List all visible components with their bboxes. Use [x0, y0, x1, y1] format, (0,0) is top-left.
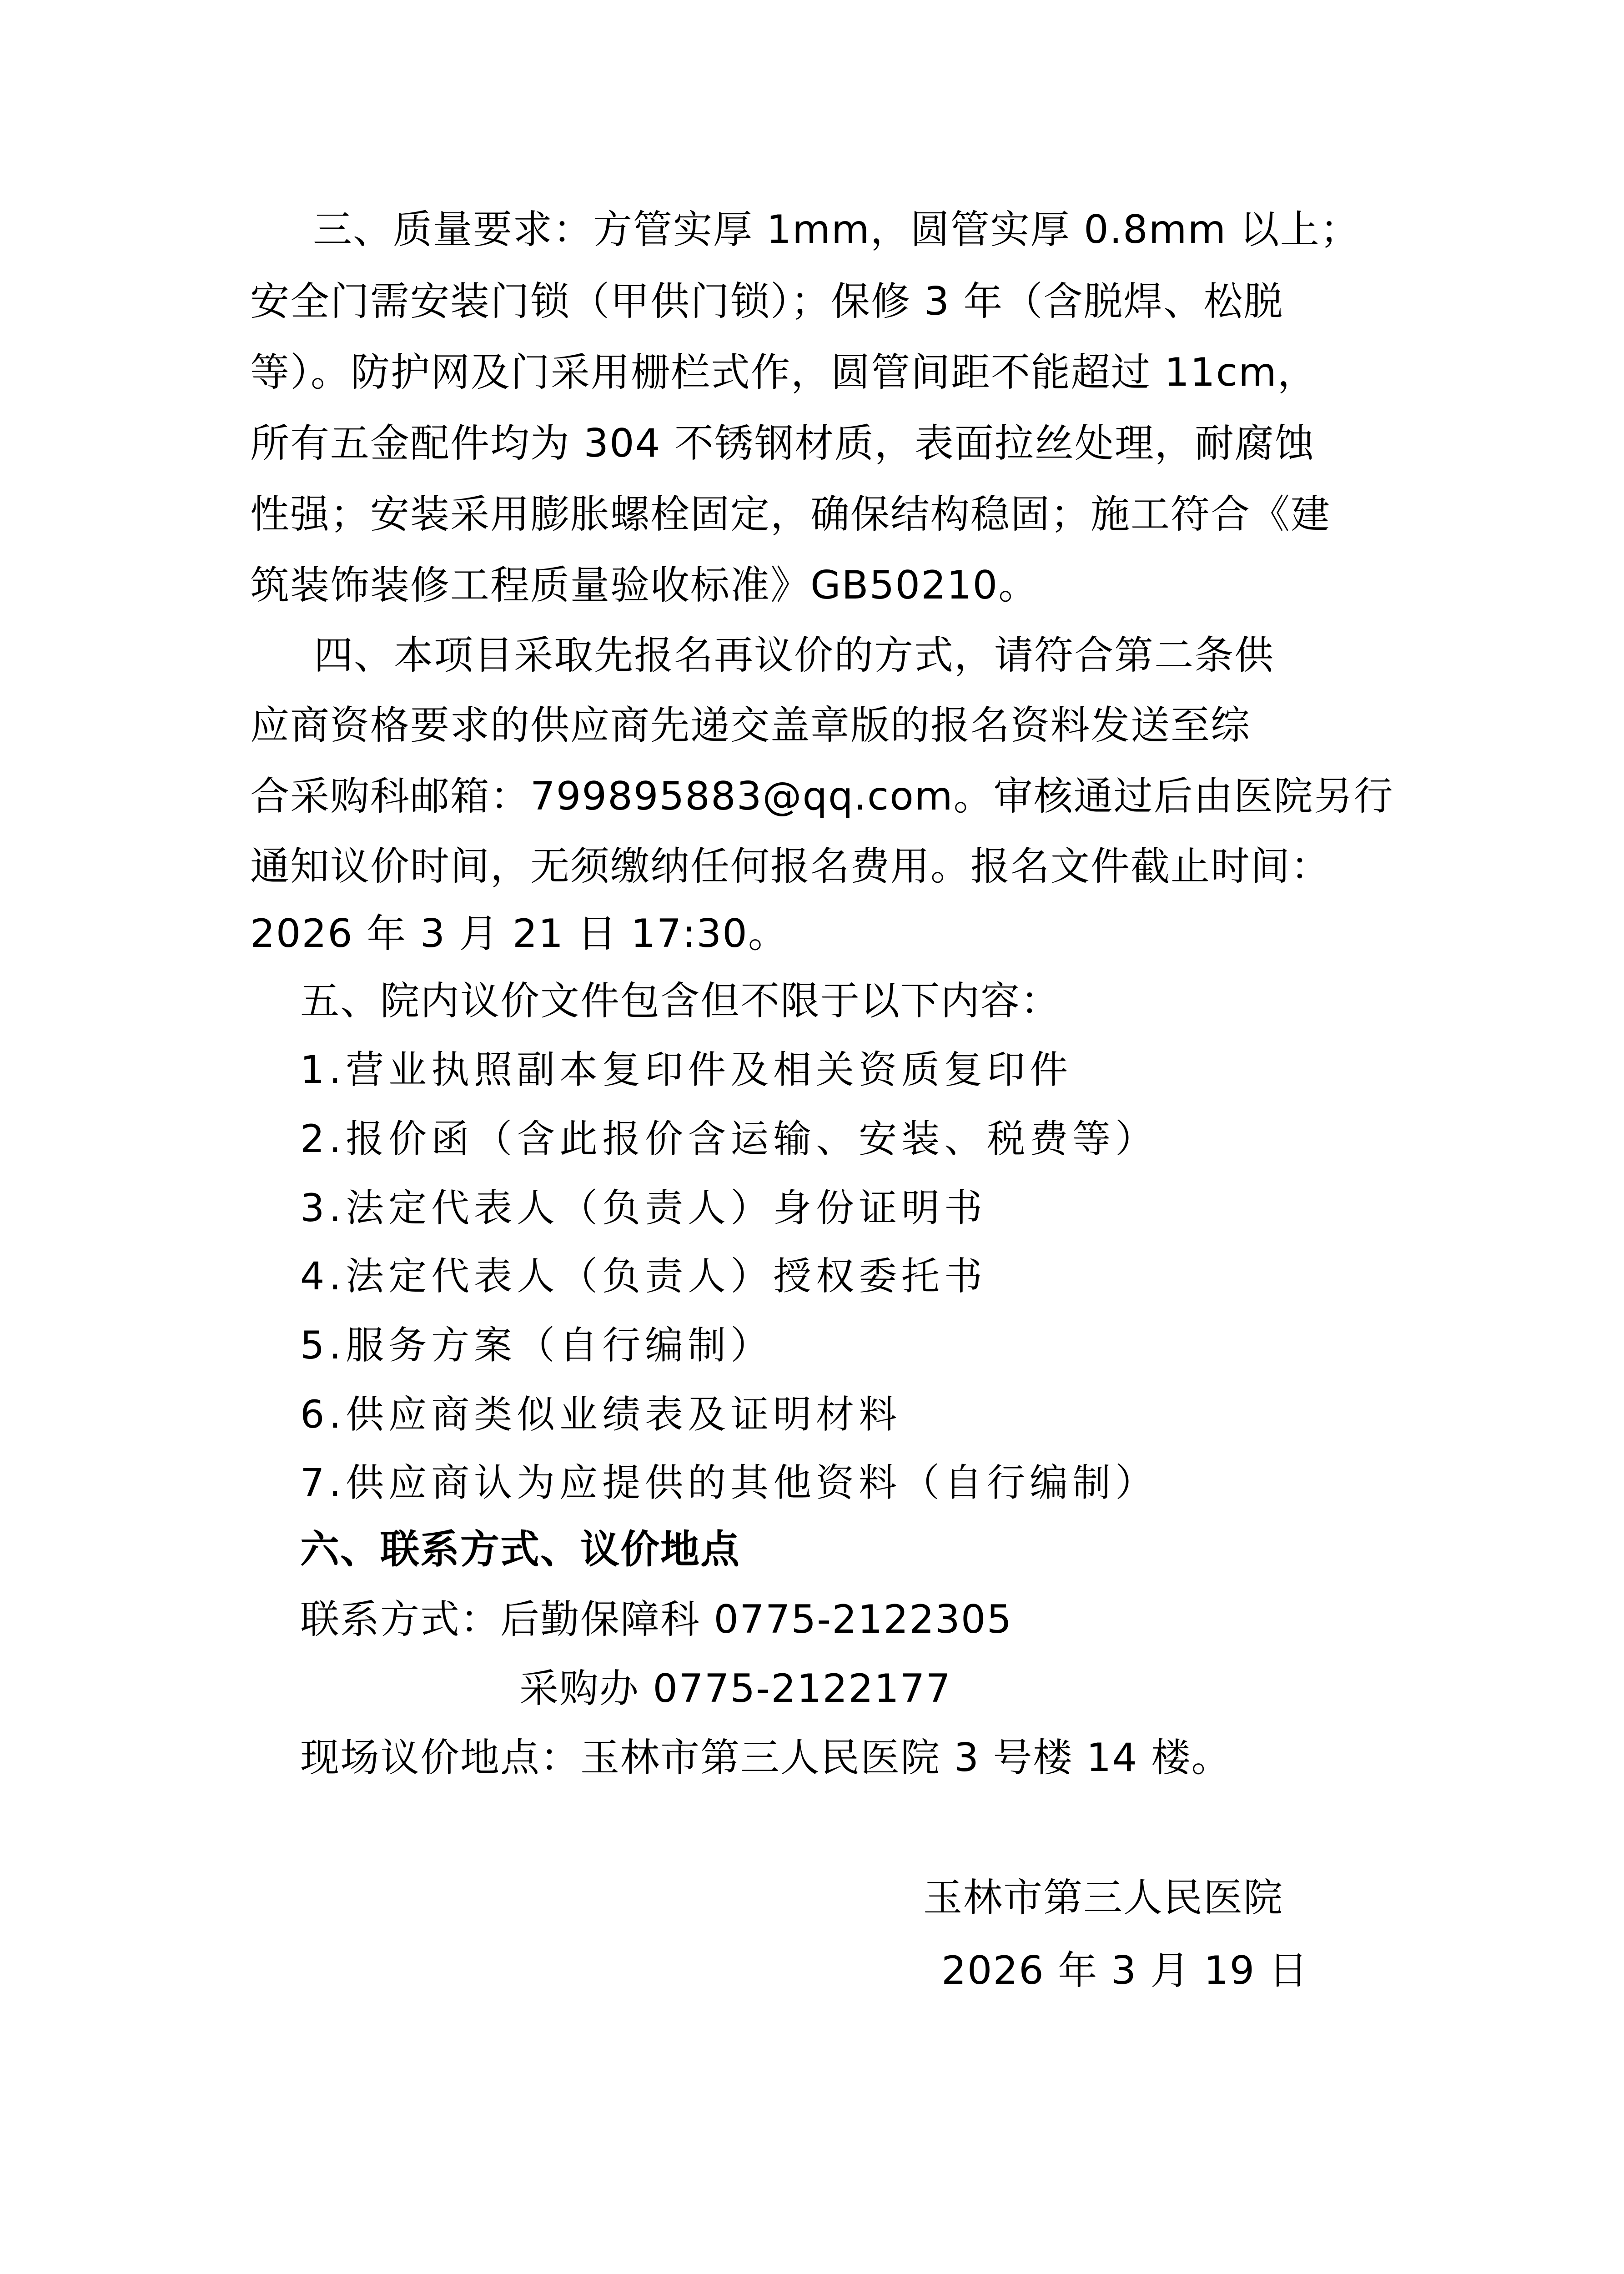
section5-list-item: 6.供应商类似业绩表及证明材料: [300, 1392, 902, 1437]
section3-line-1: 三、质量要求：方管实厚 1mm，圆管实厚 0.8mm 以上；: [273, 207, 1360, 252]
section4-line-1: 四、本项目采取先报名再议价的方式，请符合第二条供: [314, 633, 1274, 678]
section4-line-4: 通知议价时间，无须缴纳任何报名费用。报名文件截止时间：: [250, 844, 1331, 889]
section5-list-item: 1.营业执照副本复印件及相关资质复印件: [300, 1047, 1073, 1092]
section3-line-4: 所有五金配件均为 304 不锈钢材质，表面拉丝处理，耐腐蚀: [250, 421, 1315, 466]
section3-line-2: 安全门需安装门锁（甲供门锁）；保修 3 年（含脱焊、松脱: [250, 279, 1284, 324]
section5-list-item: 3.法定代表人（负责人）身份证明书: [300, 1186, 987, 1230]
section5-list-item: 4.法定代表人（负责人）授权委托书: [300, 1254, 987, 1298]
section5-heading: 五、院内议价文件包含但不限于以下内容：: [300, 978, 1061, 1024]
section4-line-5: 2026 年 3 月 21 日 17:30。: [250, 911, 788, 956]
section4-line-2: 应商资格要求的供应商先递交盖章版的报名资料发送至综: [250, 703, 1251, 748]
contact-line-1: 联系方式：后勤保障科 0775-2122305: [300, 1597, 1013, 1642]
section5-list-item: 5.服务方案（自行编制）: [300, 1323, 774, 1368]
section3-line-5: 性强；安装采用膨胀螺栓固定，确保结构稳固；施工符合《建: [250, 492, 1331, 537]
contact-line-2: 采购办 0775-2122177: [519, 1666, 952, 1711]
location-line: 现场议价地点：玉林市第三人民医院 3 号楼 14 楼。: [300, 1735, 1232, 1781]
section5-list-item: 7.供应商认为应提供的其他资料（自行编制）: [300, 1460, 1158, 1505]
section5-list-item: 2.报价函（含此报价含运输、安装、税费等）: [300, 1117, 1158, 1161]
signature-organization: 玉林市第三人民医院: [923, 1875, 1283, 1921]
section3-line-6: 筑装饰装修工程质量验收标准》GB50210。: [250, 563, 1039, 608]
section3-line-3: 等）。防护网及门采用栅栏式作，圆管间距不能超过 11cm，: [250, 350, 1317, 395]
section6-heading: 六、联系方式、议价地点: [300, 1527, 740, 1572]
section4-line-3: 合采购科邮箱：799895883@qq.com。审核通过后由医院另行: [250, 774, 1394, 819]
signature-date: 2026 年 3 月 19 日: [941, 1948, 1309, 1993]
